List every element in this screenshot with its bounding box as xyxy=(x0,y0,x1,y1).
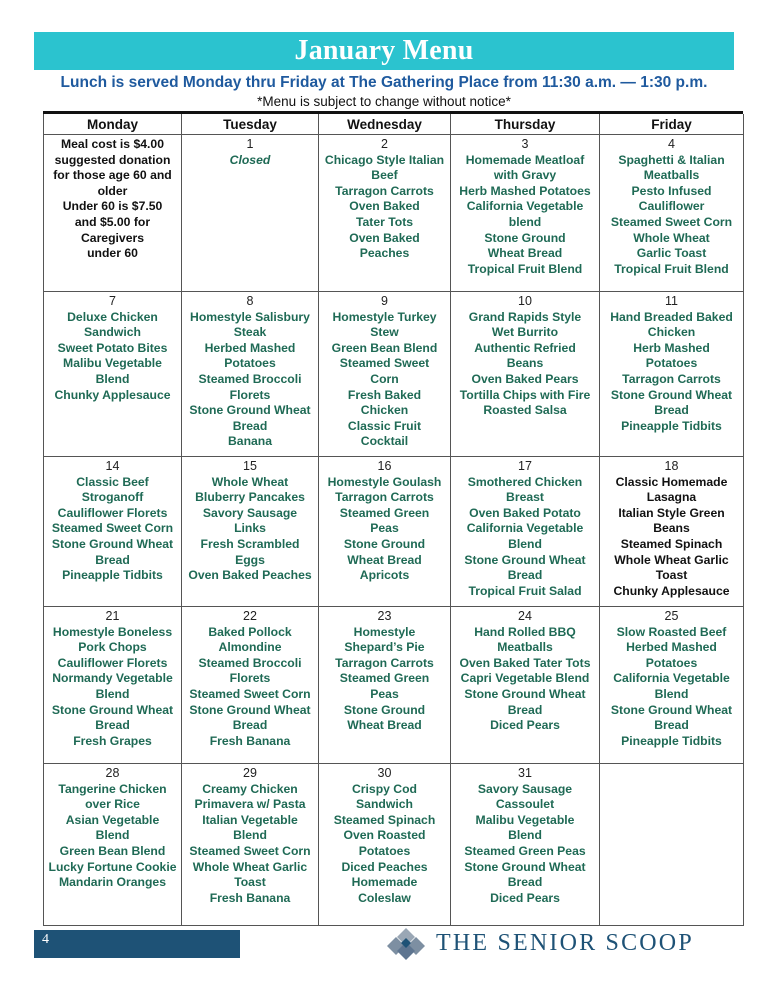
menu-item: Oven Baked xyxy=(349,199,420,214)
menu-item: Baked Pollock xyxy=(208,624,292,639)
menu-item: Stone Ground Wheat xyxy=(464,686,586,701)
menu-item: Chunky Applesauce xyxy=(54,387,171,402)
day-number: 2 xyxy=(381,137,388,151)
footer-bar xyxy=(34,930,240,958)
menu-item: Chunky Applesauce xyxy=(613,583,730,598)
menu-item: Herbed Mashed xyxy=(204,340,296,355)
day-cell xyxy=(451,457,600,607)
menu-item: Steamed Green xyxy=(339,671,430,686)
menu-item: Tropical Fruit Salad xyxy=(468,583,582,598)
menu-item: Chicago Style Italian xyxy=(324,152,445,167)
menu-item: Bread xyxy=(232,418,268,433)
closed-label: Closed xyxy=(229,152,271,167)
page-number: 4 xyxy=(42,932,49,947)
menu-item: Steamed Spinach xyxy=(333,812,436,827)
menu-item: Steamed Broccoli xyxy=(198,371,302,386)
menu-item: Beef xyxy=(371,168,398,183)
menu-item: Primavera w/ Pasta xyxy=(194,797,306,812)
day-number: 31 xyxy=(518,766,532,780)
day-number: 29 xyxy=(243,766,257,780)
menu-item: Tarragon Carrots xyxy=(622,371,721,386)
weekday-header: Wednesday xyxy=(319,114,451,135)
menu-item: with Gravy xyxy=(493,168,557,183)
day-number: 3 xyxy=(521,137,529,151)
menu-item: Steamed Green xyxy=(339,505,430,520)
menu-item: Chicken xyxy=(647,325,696,340)
menu-item: Bread xyxy=(95,718,130,733)
menu-item: Tortilla Chips with Fire xyxy=(459,387,591,402)
menu-item: Homestyle Turkey xyxy=(332,309,437,324)
menu-item: Diced Peaches xyxy=(341,859,428,874)
menu-item: Apricots xyxy=(359,568,410,583)
menu-item: Fresh Grapes xyxy=(73,733,152,748)
menu-item: Homemade Meatloaf xyxy=(465,152,585,167)
menu-item: Steamed Sweet Corn xyxy=(189,686,311,701)
menu-item: Cassoulet xyxy=(495,797,555,812)
menu-item: Capri Vegetable Blend xyxy=(460,671,590,686)
menu-item: Sandwich xyxy=(84,325,141,340)
info-line: Under 60 is $7.50 xyxy=(62,199,163,214)
menu-item: Whole Wheat xyxy=(211,474,289,489)
menu-item: Roasted Salsa xyxy=(483,403,567,418)
menu-item: Stew xyxy=(370,325,399,340)
menu-item: Oven Baked Tater Tots xyxy=(459,655,591,670)
menu-item: Wheat Bread xyxy=(347,552,422,567)
menu-item: Eggs xyxy=(235,552,265,567)
menu-item: Crispy Cod xyxy=(351,781,417,796)
menu-item: Wheat Bread xyxy=(487,246,563,261)
menu-item: California Vegetable xyxy=(466,199,584,214)
menu-item: Blend xyxy=(508,536,542,551)
day-cell xyxy=(600,457,744,607)
menu-item: Authentic Refried xyxy=(474,340,576,355)
day-number: 23 xyxy=(377,609,392,623)
diamond-cluster-icon xyxy=(385,926,427,962)
day-number: 9 xyxy=(381,294,388,308)
menu-item: Bread xyxy=(654,718,689,733)
menu-item: Smothered Chicken xyxy=(467,474,583,489)
menu-item: Wheat Bread xyxy=(347,718,422,733)
empty-day-cell xyxy=(600,764,744,926)
menu-item: Malibu Vegetable xyxy=(475,812,575,827)
lunch-schedule-subtitle: Lunch is served Monday thru Friday at The Gathering Place from 11:30 a.m. — 1:30 p.m. xyxy=(60,74,708,91)
menu-item: Peas xyxy=(370,521,399,536)
menu-item: Fresh Banana xyxy=(209,733,291,748)
weekday-header: Monday xyxy=(44,114,182,135)
menu-item: Blend xyxy=(233,828,267,843)
menu-item: Toast xyxy=(655,568,688,583)
menu-item: Toast xyxy=(234,875,266,890)
menu-item: Bread xyxy=(654,403,689,418)
day-cell xyxy=(319,135,451,292)
menu-item: Green Bean Blend xyxy=(59,843,166,858)
day-cell xyxy=(182,135,319,292)
day-cell xyxy=(451,764,600,926)
menu-item: Tangerine Chicken xyxy=(58,781,167,796)
day-number: 14 xyxy=(105,459,120,473)
menu-item: Oven Baked Pears xyxy=(471,371,579,386)
info-line: and $5.00 for xyxy=(74,214,151,229)
menu-item: Steamed Sweet Corn xyxy=(189,843,311,858)
menu-item: Lucky Fortune Cookie xyxy=(48,859,177,874)
menu-item: Stone Ground Wheat xyxy=(189,403,311,418)
info-line: older xyxy=(97,183,128,198)
menu-item: Diced Pears xyxy=(490,718,560,733)
menu-item: Breast xyxy=(506,490,544,505)
day-number: 10 xyxy=(518,294,532,308)
day-cell xyxy=(319,457,451,607)
menu-item: Stone Ground Wheat xyxy=(610,387,733,402)
menu-item: Homemade xyxy=(351,875,418,890)
menu-item: Herbed Mashed xyxy=(626,640,717,655)
day-cell xyxy=(451,135,600,292)
day-cell xyxy=(451,607,600,764)
day-number: 17 xyxy=(518,459,532,473)
menu-item: Classic Beef xyxy=(76,474,149,489)
menu-item: Blend xyxy=(95,371,130,386)
day-cell xyxy=(319,292,451,457)
menu-item: Diced Pears xyxy=(490,890,560,905)
weekday-header-row xyxy=(44,114,744,135)
menu-item: Tarragon Carrots xyxy=(335,183,434,198)
day-number: 22 xyxy=(243,609,257,623)
menu-item: Normandy Vegetable xyxy=(52,671,173,686)
menu-item: Blend xyxy=(95,686,130,701)
week-row xyxy=(44,607,744,764)
day-number: 11 xyxy=(665,294,678,308)
menu-item: Stone Ground xyxy=(343,536,426,551)
day-cell xyxy=(44,457,182,607)
menu-item: Whole Wheat Garlic xyxy=(614,552,729,567)
week-row xyxy=(44,135,744,292)
menu-item: Herb Mashed xyxy=(633,340,710,355)
day-number: 25 xyxy=(664,609,679,623)
day-number: 21 xyxy=(105,609,120,623)
day-cell xyxy=(600,292,744,457)
day-cell xyxy=(319,607,451,764)
menu-item: Mandarin Oranges xyxy=(58,875,166,890)
menu-item: Almondine xyxy=(218,640,282,655)
menu-item: Lasagna xyxy=(646,490,697,505)
menu-item: Pineapple Tidbits xyxy=(621,418,722,433)
day-cell xyxy=(44,764,182,926)
weekday-header: Friday xyxy=(600,114,744,135)
day-cell xyxy=(182,292,319,457)
day-cell xyxy=(600,607,744,764)
menu-item: Slow Roasted Beef xyxy=(616,624,727,639)
day-number: 1 xyxy=(246,137,254,151)
menu-item: Steamed Sweet Corn xyxy=(51,521,174,536)
menu-item: Pineapple Tidbits xyxy=(621,733,722,748)
day-number: 8 xyxy=(246,294,254,308)
menu-item: Tater Tots xyxy=(355,214,414,229)
menu-item: Homestyle Goulash xyxy=(327,474,442,489)
day-cell xyxy=(319,764,451,926)
menu-item: Bread xyxy=(507,702,543,717)
info-line: Caregivers xyxy=(80,230,144,245)
menu-item: Oven Baked Potato xyxy=(469,505,581,520)
menu-item: Whole Wheat xyxy=(633,230,710,245)
menu-item: Italian Style Green xyxy=(618,505,725,520)
day-number: 18 xyxy=(664,459,679,473)
menu-item: Steamed Green Peas xyxy=(464,843,586,858)
menu-item: Shepard’s Pie xyxy=(344,640,425,655)
menu-item: Whole Wheat Garlic xyxy=(192,859,308,874)
menu-item: Green Bean Blend xyxy=(331,340,438,355)
weekday-header: Tuesday xyxy=(182,114,319,135)
info-line: Meal cost is $4.00 xyxy=(61,137,164,151)
day-number: 30 xyxy=(377,766,392,780)
menu-item: Deluxe Chicken xyxy=(67,309,158,324)
menu-item: Bread xyxy=(232,718,268,733)
menu-item: Peas xyxy=(370,686,399,701)
menu-item: Florets xyxy=(229,387,271,402)
menu-item: Oven Roasted xyxy=(343,828,426,843)
menu-item: Potatoes xyxy=(358,843,411,858)
menu-item: Stone Ground Wheat xyxy=(51,536,174,551)
menu-item: Chicken xyxy=(360,403,409,418)
menu-item: Sandwich xyxy=(356,797,413,812)
menu-calendar xyxy=(43,114,744,926)
menu-item: Pineapple Tidbits xyxy=(62,568,163,583)
menu-item: Stone Ground xyxy=(484,230,566,245)
menu-change-notice: *Menu is subject to change without notice* xyxy=(257,94,511,109)
menu-item: Hand Breaded Baked xyxy=(610,309,733,324)
menu-item: Spaghetti & Italian xyxy=(618,152,725,167)
menu-item: Malibu Vegetable xyxy=(63,356,162,371)
menu-item: Banana xyxy=(227,434,273,449)
menu-item: Fresh Banana xyxy=(209,890,291,905)
info-line: for those age 60 and xyxy=(53,168,172,183)
menu-item: Homestyle Salisbury xyxy=(190,309,310,324)
week-row xyxy=(44,457,744,607)
menu-item: Garlic Toast xyxy=(636,246,707,261)
menu-item: Hand Rolled BBQ xyxy=(474,624,576,639)
weekday-header: Thursday xyxy=(451,114,600,135)
menu-item: Homestyle xyxy=(353,624,416,639)
menu-item: Pork Chops xyxy=(78,640,147,655)
menu-item: Bread xyxy=(95,552,130,567)
menu-item: Stone Ground Wheat xyxy=(464,552,586,567)
menu-item: Tropical Fruit Blend xyxy=(467,261,583,276)
menu-item: Stone Ground Wheat xyxy=(51,702,174,717)
menu-item: Classic Homemade xyxy=(615,474,728,489)
menu-item: Herb Mashed Potatoes xyxy=(459,183,591,198)
menu-item: Homestyle Boneless xyxy=(52,624,173,639)
menu-item: Stone Ground Wheat xyxy=(610,702,733,717)
menu-item: Tropical Fruit Blend xyxy=(614,261,729,276)
menu-item: Grand Rapids Style xyxy=(468,309,582,324)
menu-item: Savory Sausage xyxy=(477,781,573,796)
menu-item: Cauliflower Florets xyxy=(57,655,168,670)
day-cell xyxy=(182,607,319,764)
menu-item: Beans xyxy=(506,356,544,371)
menu-item: Corn xyxy=(370,371,399,386)
menu-item: over Rice xyxy=(85,797,140,812)
week-row xyxy=(44,764,744,926)
menu-item: Tarragon Carrots xyxy=(335,490,434,505)
day-cell xyxy=(44,292,182,457)
menu-item: Bread xyxy=(507,875,543,890)
menu-item: Blend xyxy=(654,686,689,701)
day-number: 15 xyxy=(243,459,257,473)
day-number: 4 xyxy=(668,137,675,151)
day-cell xyxy=(44,607,182,764)
menu-item: Creamy Chicken xyxy=(202,781,298,796)
menu-item: Coleslaw xyxy=(358,890,411,905)
menu-item: Savory Sausage xyxy=(202,505,298,520)
day-cell xyxy=(600,135,744,292)
menu-item: Steak xyxy=(233,325,267,340)
menu-item: Tarragon Carrots xyxy=(335,655,434,670)
day-cell xyxy=(182,457,319,607)
brand-name: THE SENIOR SCOOP xyxy=(436,930,694,956)
menu-item: Blend xyxy=(508,828,542,843)
menu-item: Steamed Broccoli xyxy=(198,655,302,670)
menu-item: Cocktail xyxy=(360,434,409,449)
day-cell xyxy=(182,764,319,926)
menu-item: Peaches xyxy=(359,246,410,261)
menu-item: Cauliflower Florets xyxy=(57,505,168,520)
menu-item: Fresh Baked xyxy=(347,387,422,402)
menu-item: Meatballs xyxy=(643,168,700,183)
menu-item: Fresh Scrambled xyxy=(200,536,300,551)
menu-item: Blend xyxy=(95,828,130,843)
menu-item: Bread xyxy=(507,568,543,583)
menu-item: California Vegetable xyxy=(466,521,584,536)
menu-item: Florets xyxy=(229,671,271,686)
title-banner xyxy=(34,32,734,70)
menu-item: Stone Ground Wheat xyxy=(189,702,311,717)
menu-item: Steamed Sweet xyxy=(339,356,430,371)
menu-item: Bluberry Pancakes xyxy=(195,490,305,505)
menu-item: Wet Burrito xyxy=(491,325,559,340)
menu-item: Sweet Potato Bites xyxy=(57,340,168,355)
menu-item: Potatoes xyxy=(645,356,698,371)
menu-item: California Vegetable xyxy=(613,671,730,686)
page-title: January Menu xyxy=(294,35,474,66)
menu-item: Pesto Infused xyxy=(631,183,712,198)
menu-item: Steamed Spinach xyxy=(620,536,723,551)
day-number: 28 xyxy=(105,766,120,780)
menu-item: Oven Baked xyxy=(349,230,420,245)
menu-item: Meatballs xyxy=(497,640,553,655)
menu-item: Stroganoff xyxy=(81,490,144,505)
menu-item: Potatoes xyxy=(645,655,698,670)
meal-cost-info-cell xyxy=(44,135,182,292)
menu-item: Stone Ground Wheat xyxy=(464,859,586,874)
menu-item: blend xyxy=(508,214,542,229)
menu-item: Italian Vegetable xyxy=(202,812,298,827)
menu-item: Oven Baked Peaches xyxy=(188,568,312,583)
day-number: 7 xyxy=(109,294,116,308)
menu-item: Steamed Sweet Corn xyxy=(610,214,733,229)
menu-item: Cauliflower xyxy=(638,199,705,214)
info-line: suggested donation xyxy=(54,152,171,167)
menu-item: Stone Ground xyxy=(343,702,426,717)
info-line: under 60 xyxy=(87,246,138,261)
week-row xyxy=(44,292,744,457)
menu-item: Beans xyxy=(653,521,690,536)
menu-item: Links xyxy=(234,521,266,536)
day-cell xyxy=(451,292,600,457)
day-number: 24 xyxy=(518,609,532,623)
menu-item: Classic Fruit xyxy=(347,418,422,433)
menu-item: Potatoes xyxy=(224,356,276,371)
day-number: 16 xyxy=(377,459,392,473)
menu-item: Asian Vegetable xyxy=(65,812,160,827)
